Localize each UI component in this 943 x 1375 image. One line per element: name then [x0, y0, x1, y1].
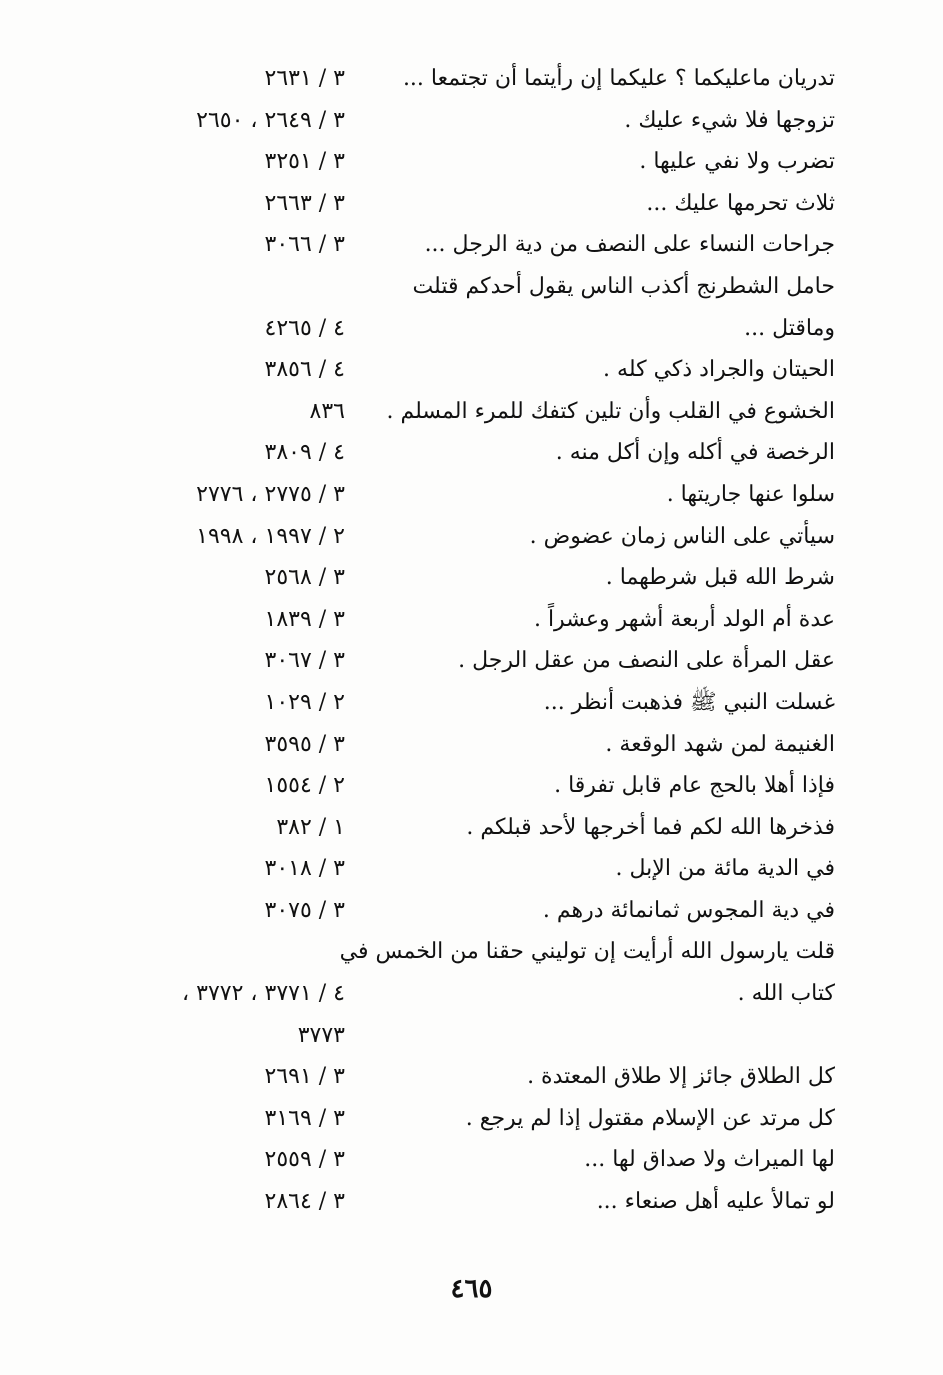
entry-text: لو تمالأ عليه أهل صنعاء ... [596, 1189, 835, 1215]
entry-text: في دية المجوس ثمانمائة درهم . [542, 897, 835, 923]
entry-text: شرط الله قبل شرطهما . [605, 565, 835, 591]
index-entry [130, 890, 835, 932]
index-entry [130, 141, 835, 183]
entry-reference: ٣ / ٣٠١٨ [264, 856, 345, 882]
entry-text: عقل المرأة على النصف من عقل الرجل . [458, 648, 835, 674]
index-entry [130, 557, 835, 599]
entry-text: غسلت النبي ﷺ فذهبت أنظر ... [543, 689, 835, 715]
index-entry [130, 931, 835, 973]
index-entry [130, 349, 835, 391]
entry-reference: ٤ / ٣٨٠٩ [264, 440, 345, 466]
entry-text: في الدية مائة من الإبل . [615, 856, 835, 882]
entry-text: كتاب الله . [737, 981, 835, 1007]
index-entry [130, 765, 835, 807]
entry-text: الغنيمة لمن شهد الوقعة . [605, 731, 835, 757]
entry-reference: ٢ / ١٩٩٧ ، ١٩٩٨ [196, 523, 345, 549]
index-entry [130, 1056, 835, 1098]
entry-text: فإذا أهلا بالحج عام قابل تفرقا . [554, 773, 835, 799]
entry-text: عدة أم الولد أربعة أشهر وعشراً . [533, 606, 835, 632]
entry-text: الرخصة في أكله وإن أكل منه . [555, 440, 835, 466]
index-entry [130, 516, 835, 558]
entry-text: تزوجها فلا شيء عليك . [624, 107, 835, 133]
index-entry [130, 1015, 835, 1057]
index-entry [130, 1098, 835, 1140]
index-entry [130, 183, 835, 225]
entry-text: قلت يارسول الله أرأيت إن توليني حقنا من الخمس في [339, 939, 835, 965]
entry-reference: ٣ / ٢٨٦٤ [264, 1189, 345, 1215]
index-entry [130, 391, 835, 433]
entry-reference: ٣ / ٣٥٩٥ [264, 731, 345, 757]
entry-text: وماقتل ... [744, 315, 835, 341]
index-entry [130, 266, 835, 308]
entry-text: سلوا عنها جاريتها . [666, 481, 835, 507]
entry-reference: ٣ / ٣٠٦٦ [264, 232, 345, 258]
entry-reference: ٣ / ١٨٣٩ [264, 606, 345, 632]
entry-reference: ٣ / ٢٦٣١ [264, 66, 345, 91]
entry-reference: ٣ / ٣١٦٩ [264, 1105, 345, 1131]
index-entry [130, 599, 835, 641]
entry-reference: ١ / ٣٨٢ [276, 814, 345, 840]
entry-reference: ٣ / ٢٥٥٩ [264, 1147, 345, 1173]
index-entry [130, 308, 835, 350]
entry-text: جراحات النساء على النصف من دية الرجل ... [424, 232, 835, 258]
entry-reference: ٣ / ٢٦٦٣ [264, 190, 345, 216]
entry-reference: ٣ / ٢٥٦٨ [264, 565, 345, 591]
index-entry [130, 432, 835, 474]
entry-reference: ٣ / ٢٧٧٥ ، ٢٧٧٦ [196, 481, 345, 507]
entry-reference: ٨٣٦ [309, 398, 345, 424]
page-number: ٤٦٥ [450, 1274, 493, 1304]
entry-text: لها الميراث ولا صداق لها ... [584, 1147, 835, 1173]
entry-text: فذخرها الله لكم فما أخرجها لأحد قبلكم . [466, 814, 835, 840]
entry-reference: ٣ / ٣٠٦٧ [264, 648, 345, 674]
entry-text: كل مرتد عن الإسلام مقتول إذا لم يرجع . [465, 1105, 835, 1131]
hadith-index-list [130, 58, 835, 1223]
entry-reference: ٣ / ٢٦٤٩ ، ٢٦٥٠ [196, 107, 345, 133]
index-entry [130, 474, 835, 516]
entry-reference: ٣٧٧٣ [297, 1022, 345, 1048]
entry-reference: ٤ / ٤٢٦٥ [264, 315, 345, 341]
index-entry [130, 1181, 835, 1223]
entry-reference: ٤ / ٣٧٧١ ، ٣٧٧٢ ، [182, 981, 345, 1007]
entry-reference: ٣ / ٣٢٥١ [264, 149, 345, 175]
index-entry [130, 224, 835, 266]
entry-text: تضرب ولا نفي عليها . [639, 149, 835, 175]
entry-reference: ٢ / ١٠٢٩ [264, 689, 345, 715]
index-entry [130, 58, 835, 100]
index-entry [130, 724, 835, 766]
index-entry [130, 807, 835, 849]
entry-text: سيأتي على الناس زمان عضوض . [529, 523, 835, 549]
index-entry [130, 682, 835, 724]
entry-text: حامل الشطرنج أكذب الناس يقول أحدكم قتلت [412, 273, 835, 299]
entry-reference: ٤ / ٣٨٥٦ [264, 357, 345, 383]
entry-text: ثلاث تحرمها عليك ... [646, 190, 835, 216]
entry-text: كل الطلاق جائز إلا طلاق المعتدة . [527, 1064, 835, 1090]
index-entry [130, 848, 835, 890]
index-entry [130, 973, 835, 1015]
index-entry [130, 100, 835, 142]
entry-text: الخشوع في القلب وأن تلين كتفك للمرء المسلم . [386, 398, 835, 424]
index-entry [130, 640, 835, 682]
entry-reference: ٢ / ١٥٥٤ [264, 773, 345, 799]
entry-text: تدريان ماعليكما ؟ عليكما إن رأيتما أن تجتمعا ... [402, 66, 835, 91]
index-entry [130, 1139, 835, 1181]
entry-reference: ٣ / ٣٠٧٥ [264, 897, 345, 923]
entry-text: الحيتان والجراد ذكي كله . [603, 357, 835, 383]
entry-reference: ٣ / ٢٦٩١ [264, 1064, 345, 1090]
